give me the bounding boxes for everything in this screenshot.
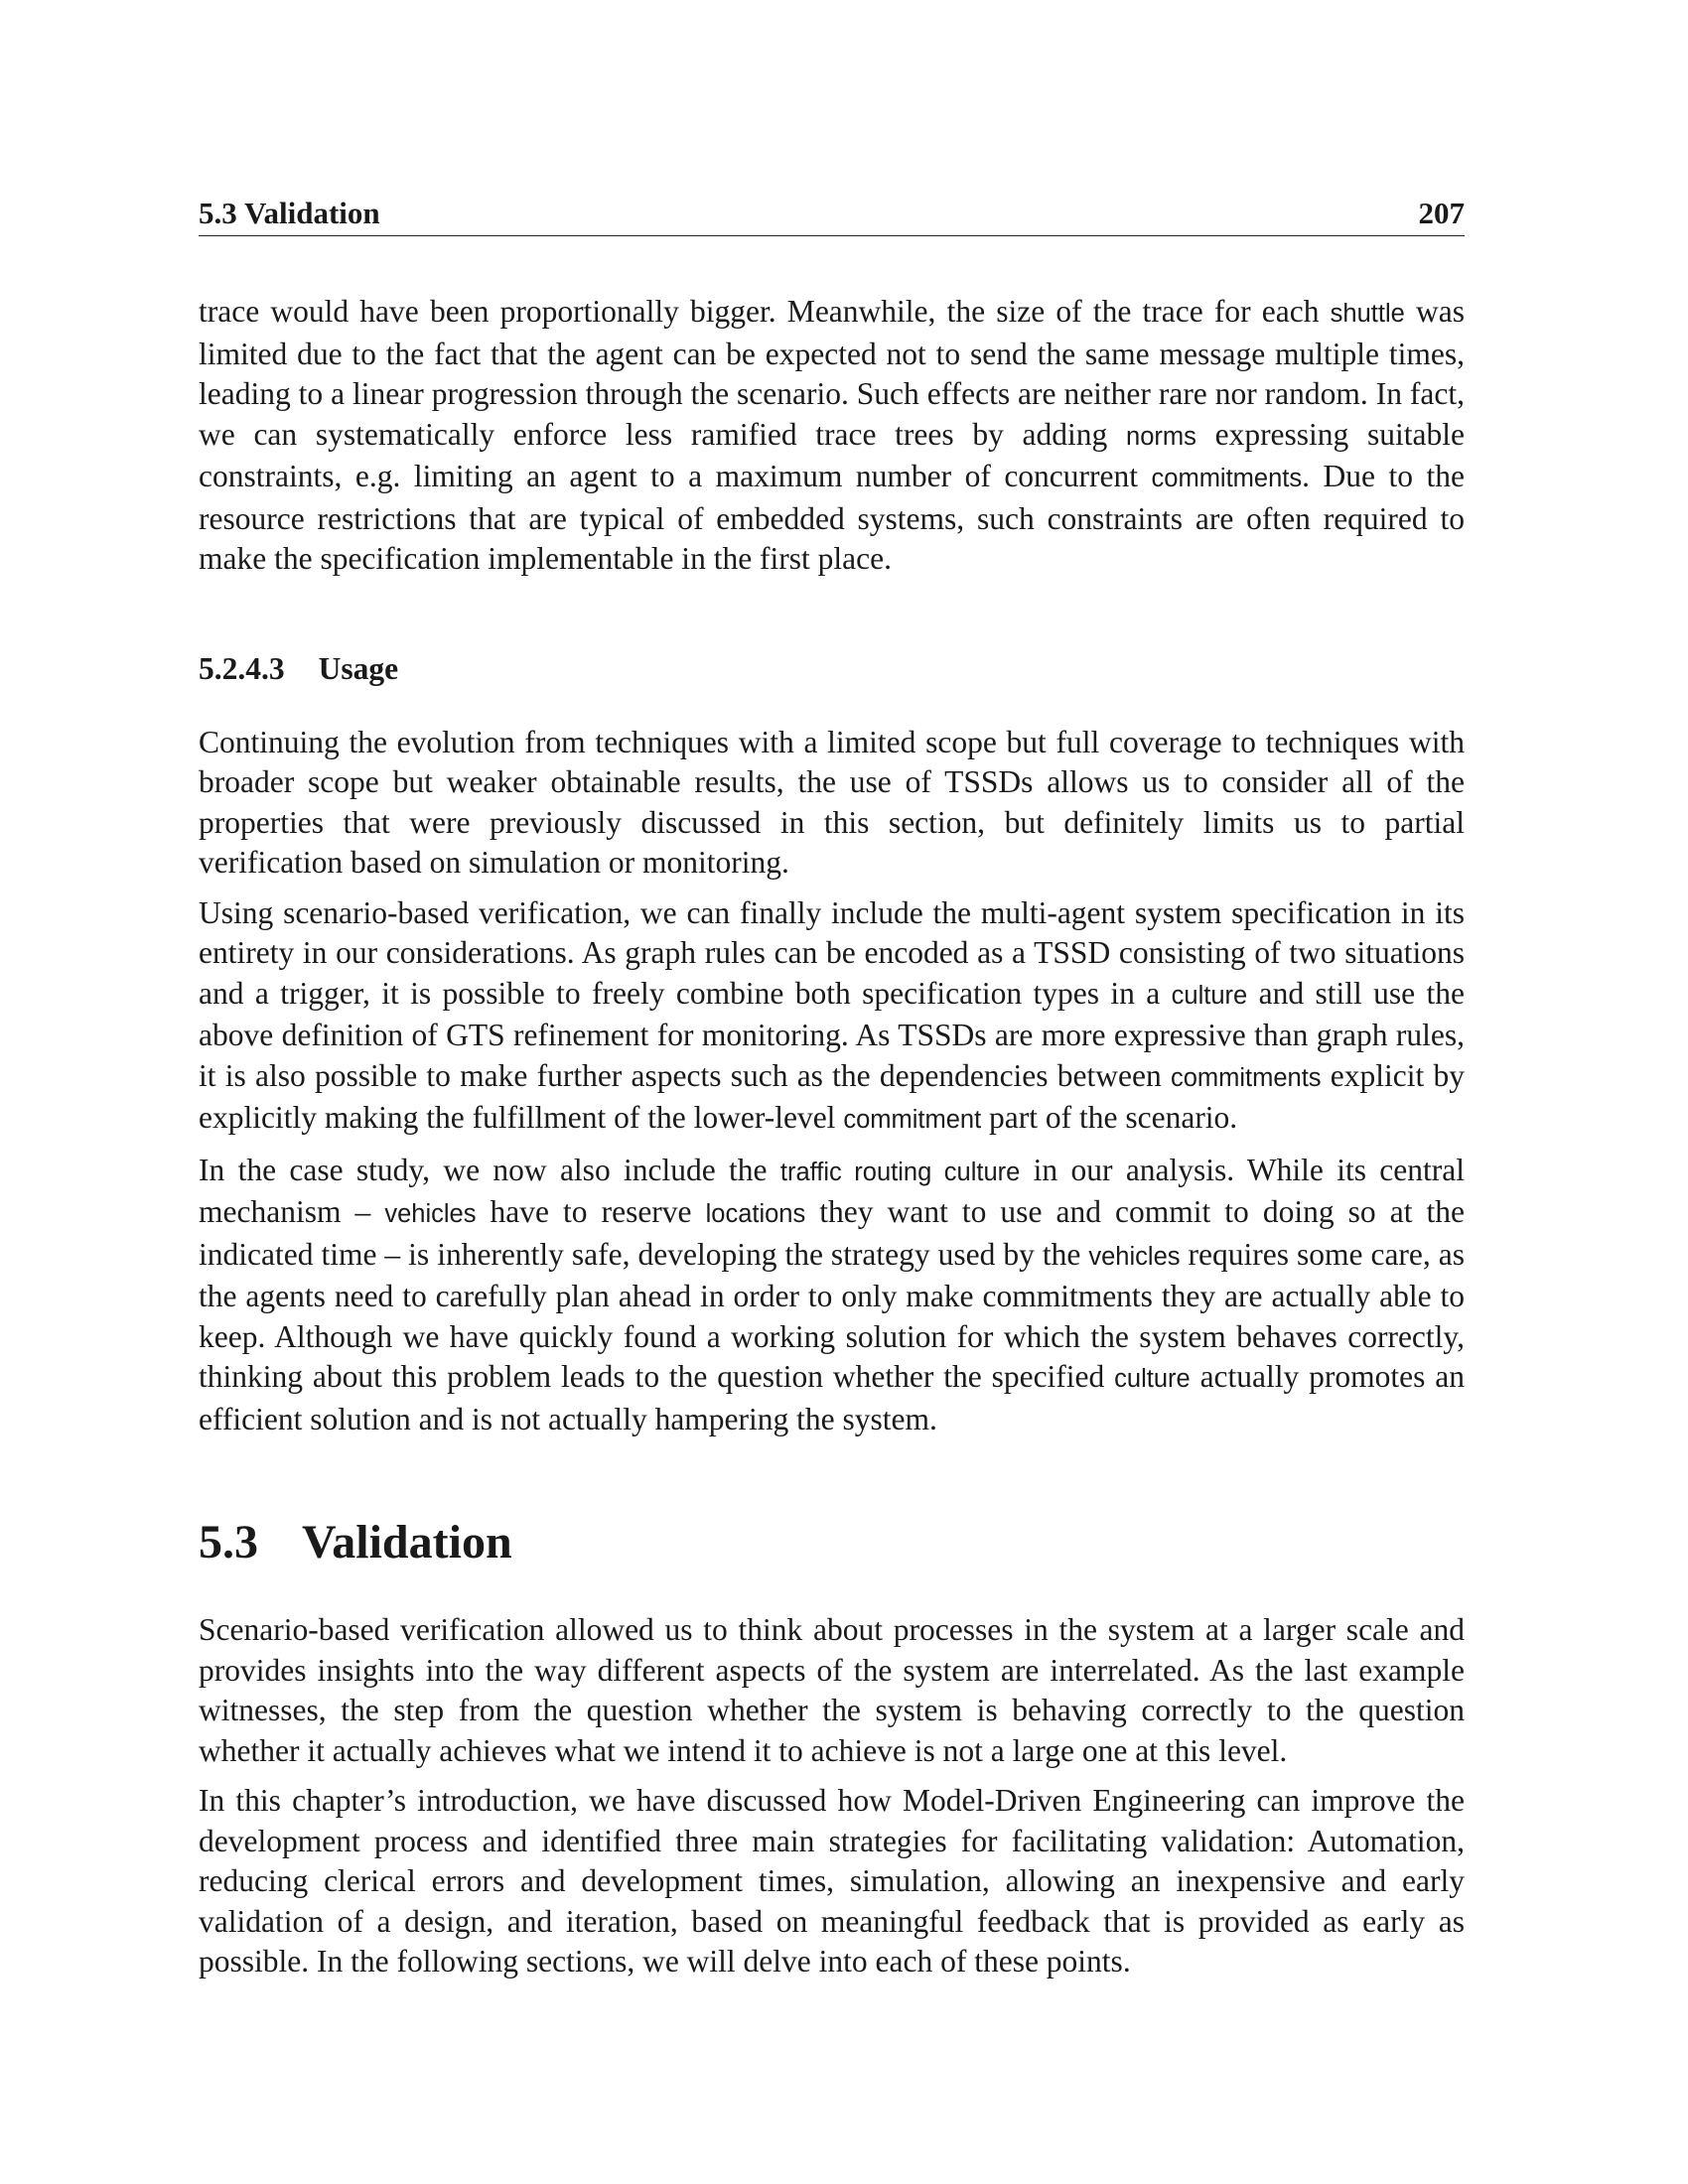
term-locations: locations [705,1200,806,1228]
term-shuttle: shuttle [1330,300,1405,328]
subsection-number: 5.2.4.3 [199,650,285,686]
text-run: Using scenario-based verification, we can finally include the multi-agent system specification in its entirety in our considerations. As graph rules can be encoded as a TSSD consisting of two situations and a trigger, it is possible to freely combine both specification types in a [199,894,1465,1011]
running-header-section: 5.3 Validation [199,196,380,230]
text-run: explicit by explicitly making the fulfillment of the lower-level [199,1057,1465,1135]
text-run: In the case study, we now also include the [199,1152,780,1187]
text-run: expressing suitable constraints, e.g. limiting an agent to a maximum number of concurrent [199,416,1465,493]
term-vehicles: vehicles [384,1200,477,1228]
text-run: was limited due to the fact that the agent can be expected not to send the same message multiple times, leading to a linear progression through the scenario. Such effects are neither rare nor random. In fact, we can systematically enforce less ramified trace trees by adding [199,294,1465,452]
paragraph-usage-intro: Continuing the evolution from techniques with a limited scope but full coverage to techniques with broader scope but weaker obtainable results, the use of TSSDs allows us to consider all of the properties that were previously discussed in this section, but definitely limits us to partial verification based on simulation or monitoring. [199,724,1465,880]
subsection-title: Usage [318,650,399,686]
term-commitment: commitment [843,1106,982,1134]
term-norms: norms [1126,422,1196,451]
term-culture: culture [1114,1365,1191,1393]
text-run: have to reserve [476,1194,706,1229]
subsection-heading [199,649,1465,689]
term-traffic-routing-culture: traffic routing culture [779,1158,1021,1186]
section-heading [199,1513,1465,1572]
paragraph-validation-intro: Scenario-based verification allowed us to think about processes in the system at a larger scale and provides insights into the way different aspects of the system are interrelated. As the last example witnesses, the step from the question whether the system is behaving correctly to the question whether it actually achieves what we intend it to achieve is not a large one at this level. [199,1612,1465,1768]
paragraph-scenario-verification [199,893,1465,1141]
text-run: in our analysis. While its central mechanism – [199,1152,1465,1229]
term-culture: culture [1171,981,1248,1010]
text-run: . Due to the resource restrictions that are typical of embedded systems, such constraints are often required to make the specification implementable in the first place. [199,459,1465,576]
paragraph-trace-size [199,292,1465,580]
page [199,194,1465,1982]
text-run: part of the scenario. [981,1100,1238,1135]
running-header [199,194,1465,236]
section-number: 5.3 [199,1516,258,1569]
term-commitments: commitments [1151,465,1303,492]
text-run: they want to use and commit to doing so at the indicated time – is inherently safe, developing the strategy used by the [199,1194,1465,1272]
page-number: 207 [1418,196,1465,230]
paragraph-case-study [199,1151,1465,1440]
text-run: requires some care, as the agents need to carefully plan ahead in order to only make commitments they are actually able to keep. Although we have quickly found a working solution for which the system behaves correctly, thinking about this problem leads to the question whether the specified [199,1236,1466,1394]
term-commitments: commitments [1170,1063,1322,1092]
text-run: and still use the above definition of GTS refinement for monitoring. As TSSDs are more expressive than graph rules, it is also possible to make further aspects such as the dependencies between [199,975,1465,1093]
paragraph-mde-strategies: In this chapter’s introduction, we have discussed how Model-Driven Engineering can improve the development process and identified three main strategies for facilitating validation: Automation, reducing clerical errors and development times, simulation, allowing an inexpensive and early validation of a design, and iteration, based on meaningful feedback that is provided as early as possible. In the following sections, we will delve into each of these points. [199,1783,1465,1979]
text-run: actually promotes an efficient solution and is not actually hampering the system. [199,1359,1465,1436]
term-vehicles: vehicles [1088,1242,1181,1271]
section-title: Validation [302,1516,512,1569]
text-run: trace would have been proportionally bigger. Meanwhile, the size of the trace for each [199,294,1331,329]
